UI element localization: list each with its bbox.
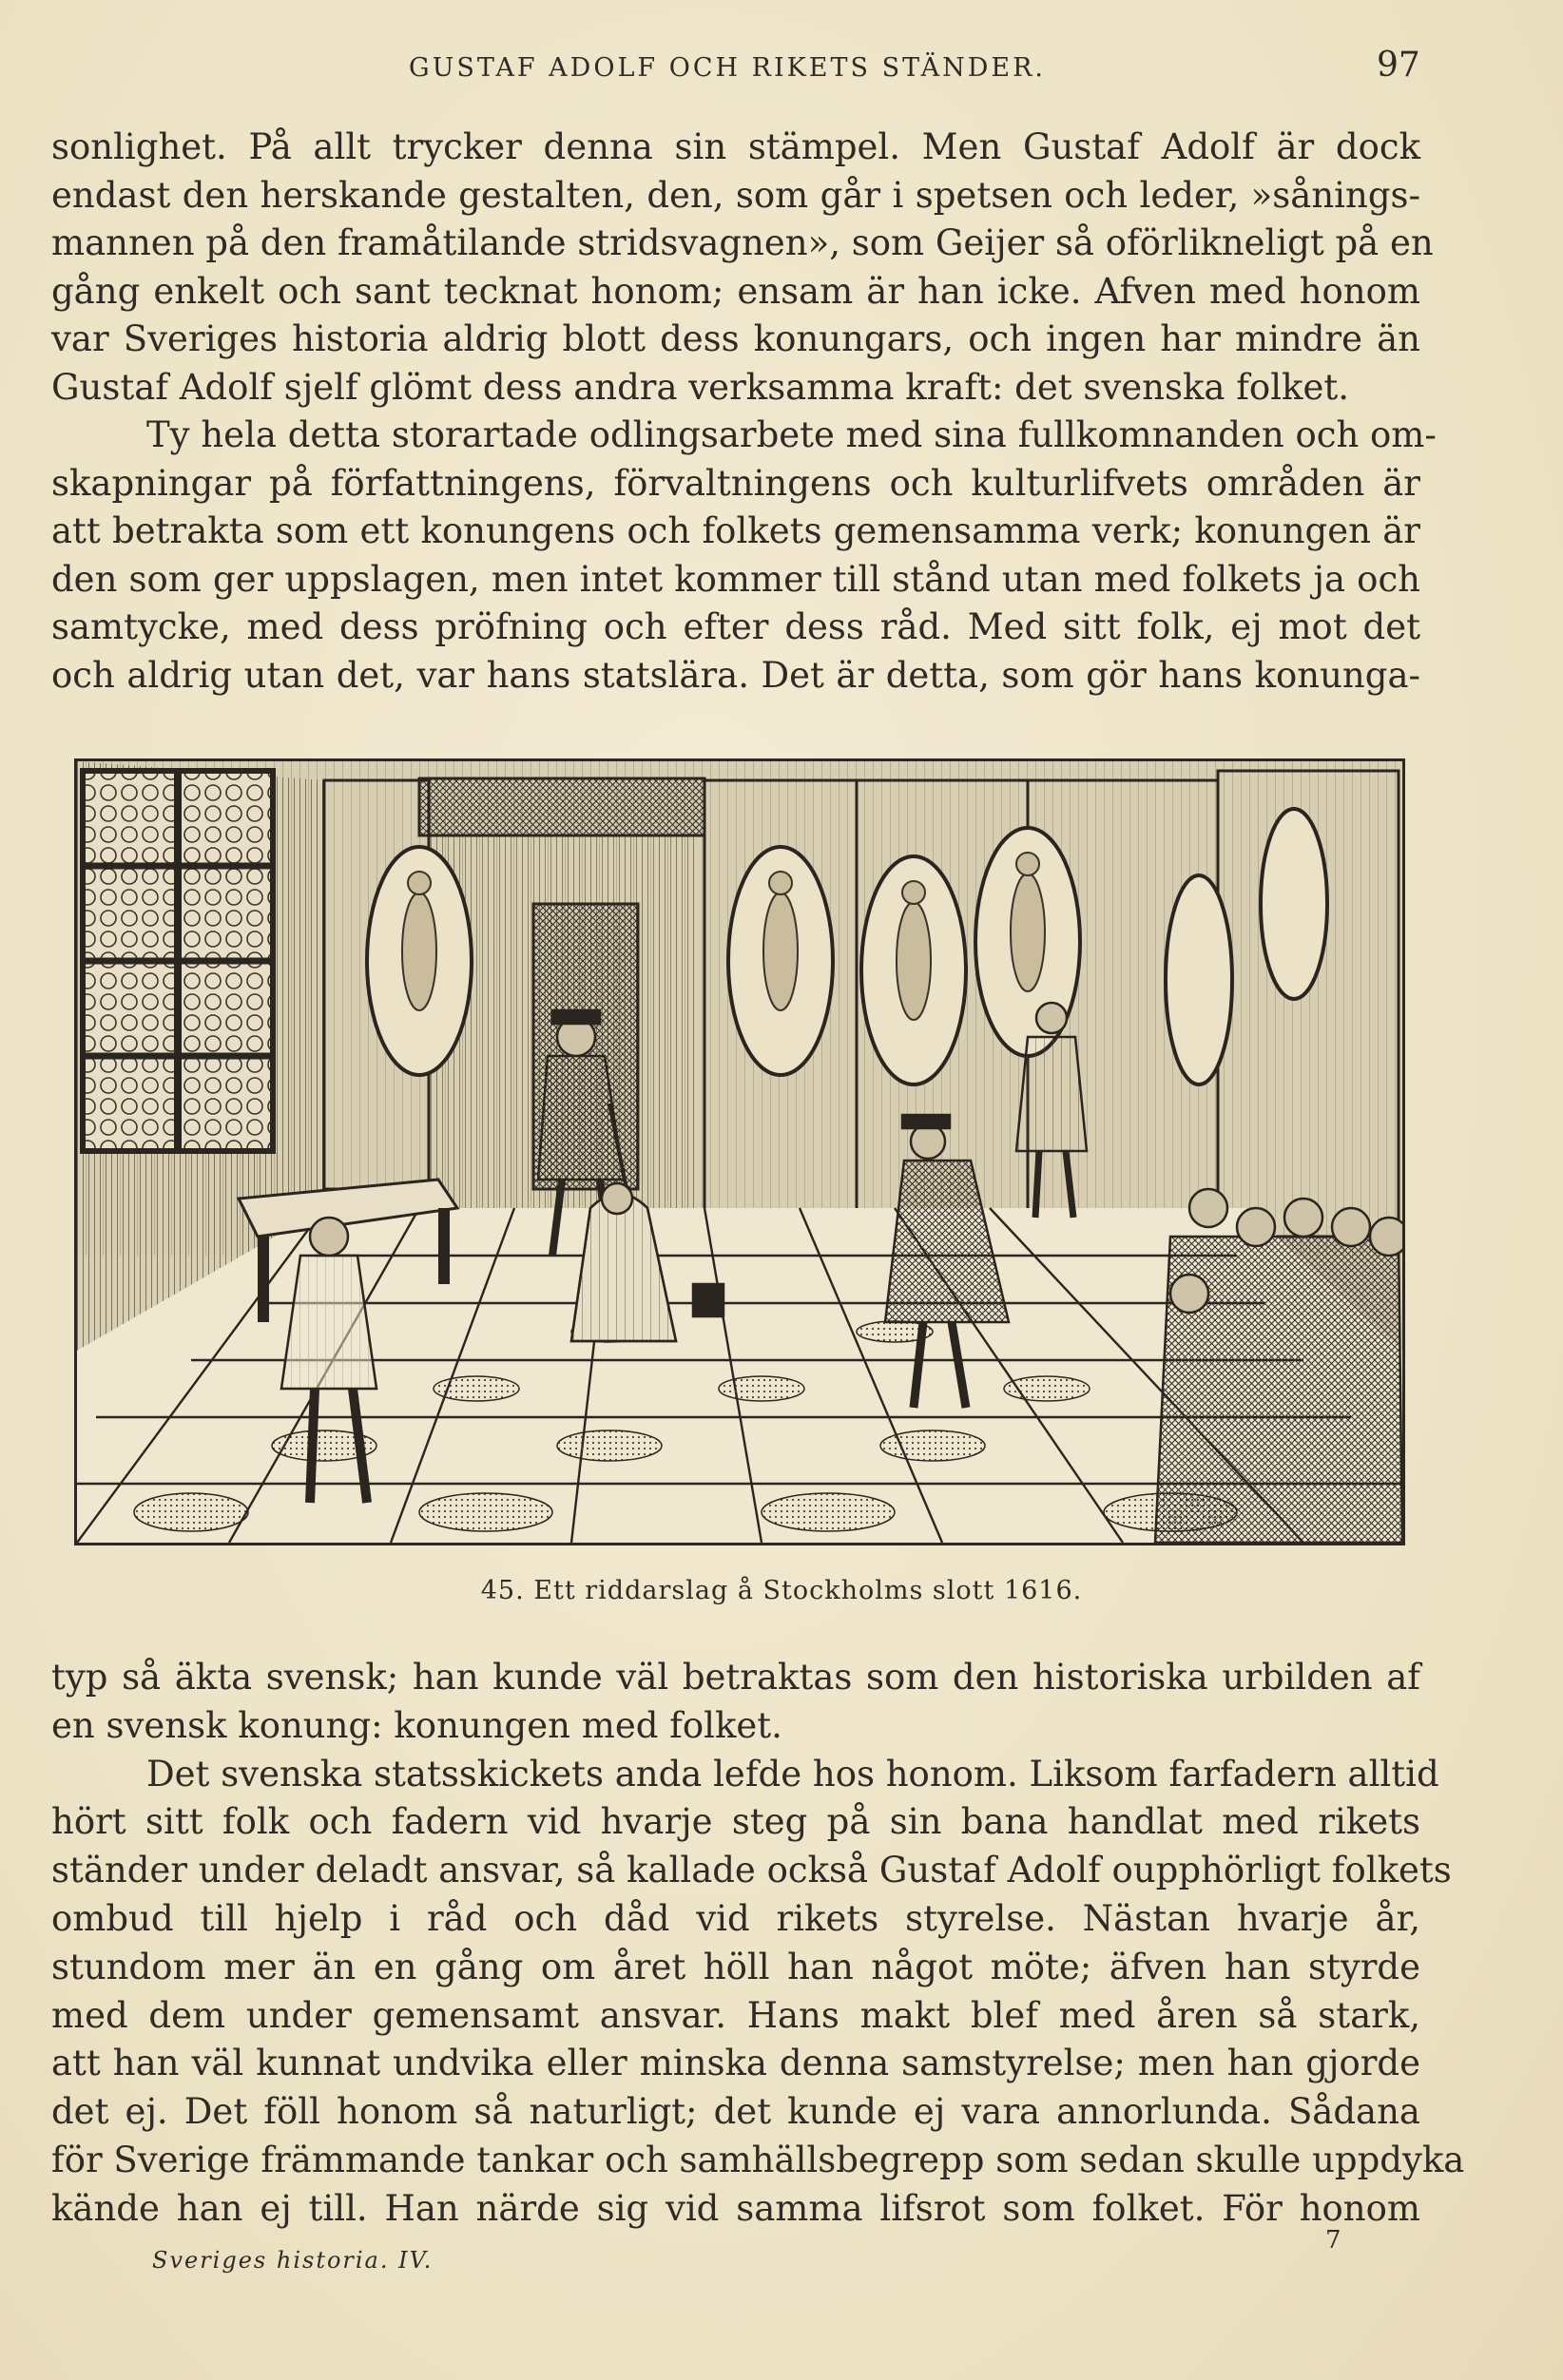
bottom-paragraphs	[51, 1654, 1465, 2234]
text-line: den som ger uppslagen, men intet kommer till stånd utan med folkets ja och	[51, 558, 1420, 600]
text-line: att han väl kunnat undvika eller minska denna samstyrelse; men han gjorde	[51, 2043, 1420, 2084]
text-line: var Sveriges historia aldrig blott dess konungars, och ingen har mindre än	[51, 318, 1420, 359]
page-number: 97	[1377, 46, 1420, 85]
text-line: att betrakta som ett konungens och folkets gemensamma verk; konungen är	[51, 510, 1420, 551]
text-line: typ så äkta svensk; han kunde väl betraktas som den historiska urbilden af	[51, 1657, 1420, 1698]
text-line: det ej. Det föll honom så naturligt; det kunde ej vara annorlunda. Sådana	[51, 2091, 1420, 2133]
text-line: en svensk konung: konungen med folket.	[51, 1704, 782, 1746]
text-line: endast den herskande gestalten, den, som går i spetsen och leder, »sånings-	[51, 174, 1420, 216]
text-line: kände han ej till. Han närde sig vid samma lifsrot som folket. För honom	[51, 2187, 1420, 2229]
text-line: sonlighet. På allt trycker denna sin stämpel. Men Gustaf Adolf är dock	[51, 126, 1420, 167]
text-line: Ty hela detta storartade odlingsarbete med sina fullkomnanden och om-	[146, 414, 1437, 455]
text-line: för Sverige främmande tankar och samhällsbegrepp som sedan skulle uppdyka	[51, 2139, 1465, 2180]
text-line: Gustaf Adolf sjelf glömt dess andra verksamma kraft: det svenska folket.	[51, 366, 1349, 408]
text-line: hört sitt folk och fadern vid hvarje steg på sin bana handlat med rikets	[51, 1801, 1420, 1843]
text-line: ständer under deladt ansvar, så kallade också Gustaf Adolf oupphörligt folkets	[51, 1850, 1452, 1891]
text-line: gång enkelt och sant tecknat honom; ensam är han icke. Afven med honom	[51, 270, 1420, 312]
text-line: stundom mer än en gång om året höll han något möte; äfven han styrde	[51, 1946, 1420, 1987]
text-line: med dem under gemensamt ansvar. Hans makt blef med åren så stark,	[51, 1994, 1420, 2036]
top-paragraphs	[51, 124, 1437, 700]
figure-caption: 45. Ett riddarslag å Stockholms slott 1616.	[480, 1576, 1083, 1605]
text-line: Det svenska statsskickets anda lefde hos honom. Liksom farfadern alltid	[146, 1753, 1439, 1795]
footer-book-title: Sveriges historia. IV.	[152, 2247, 434, 2274]
text-line: skapningar på författningens, förvaltningens och kulturlifvets områden är	[51, 462, 1420, 504]
text-line: mannen på den framåtilande stridsvagnen», som Geijer så oförlikneligt på en	[51, 222, 1434, 263]
signature-mark: 7	[1325, 2226, 1341, 2255]
text-line: samtycke, med dess pröfning och efter dess råd. Med sitt folk, ej mot det	[51, 606, 1420, 647]
engraving-knighting-ceremony	[74, 758, 1405, 1545]
text-line: ombud till hjelp i råd och dåd vid rikets styrelse. Nästan hvarje år,	[51, 1897, 1420, 1939]
text-line: och aldrig utan det, var hans statslära. Det är detta, som gör hans konunga-	[51, 654, 1420, 696]
running-head: GUSTAF ADOLF OCH RIKETS STÄNDER.	[409, 53, 1047, 83]
